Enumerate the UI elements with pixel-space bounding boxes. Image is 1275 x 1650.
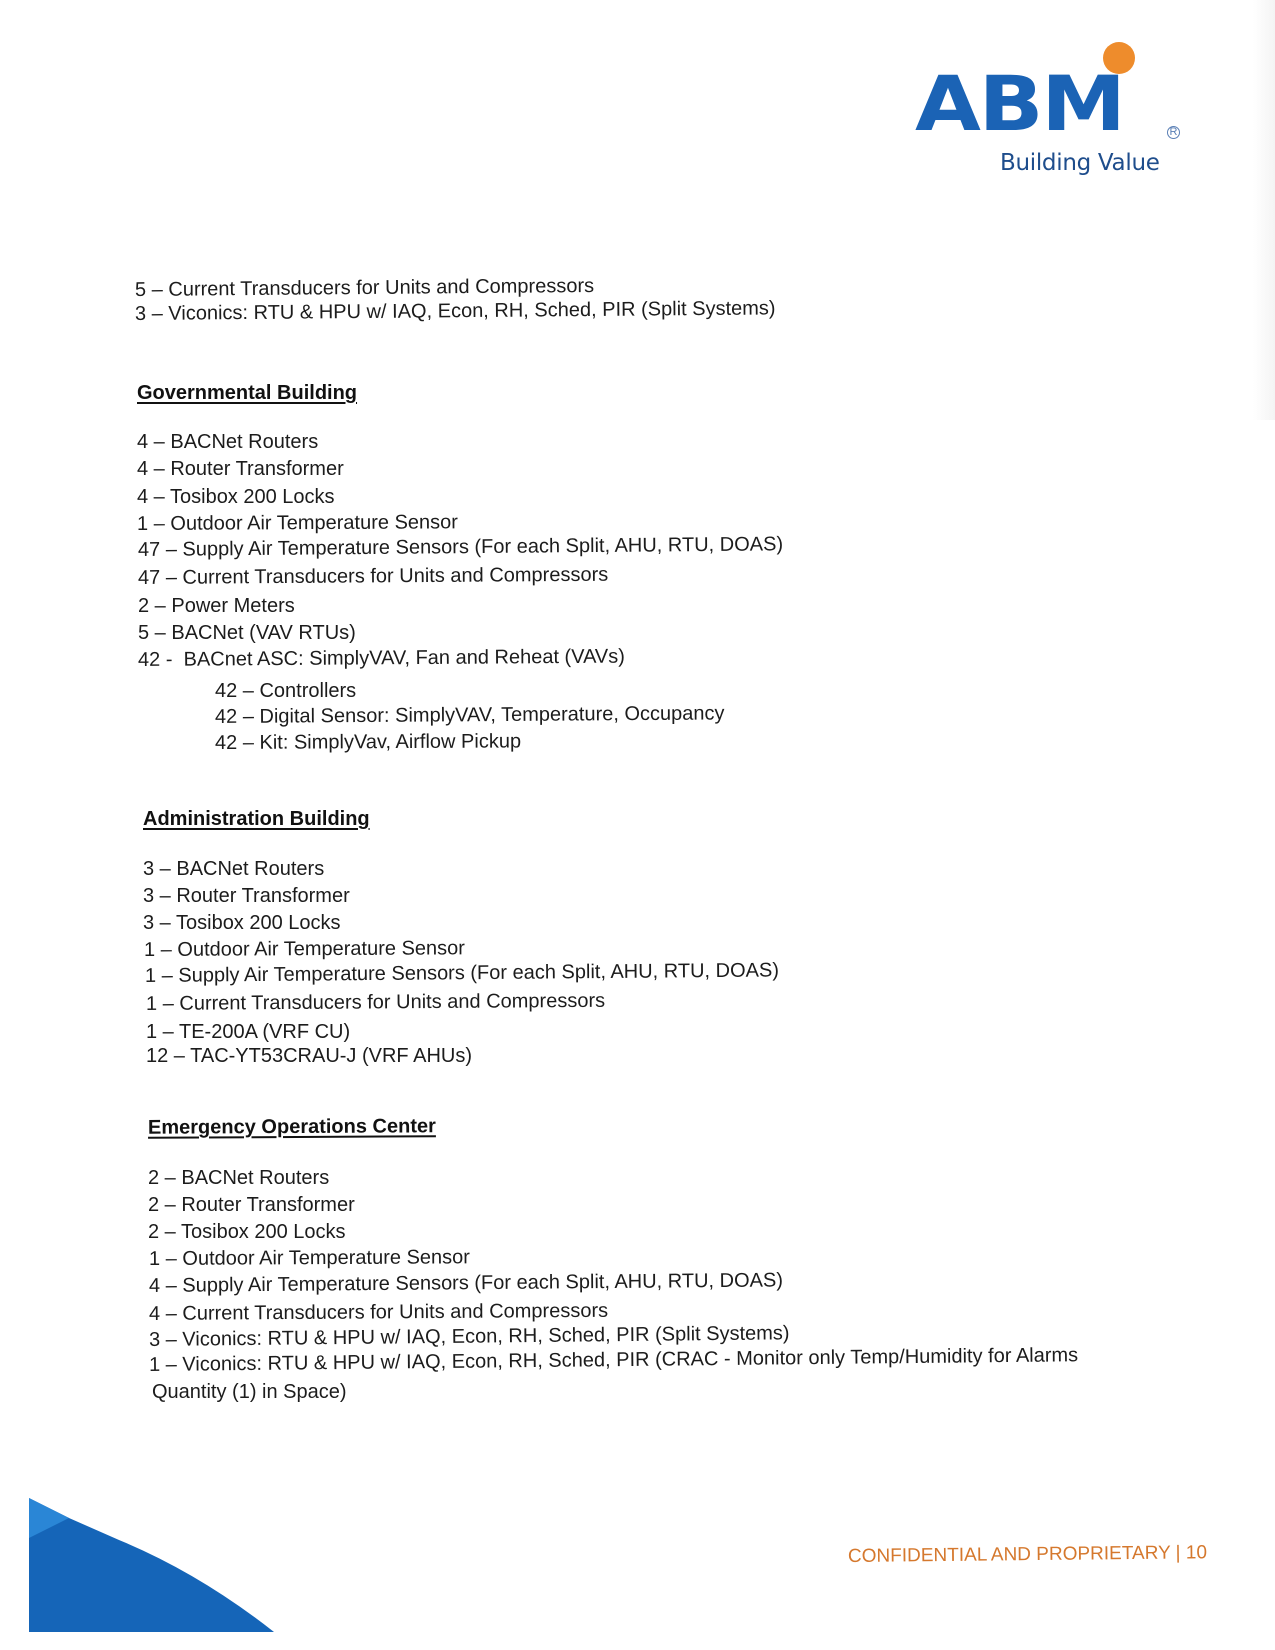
list-item: 4 – Supply Air Temperature Sensors (For each Split, AHU, RTU, DOAS) <box>148 1269 784 1297</box>
list-item-continuation: Quantity (1) in Space) <box>152 1381 347 1403</box>
list-item: 3 – Tosibox 200 Locks <box>143 912 341 934</box>
list-item: 3 – BACNet Routers <box>143 858 325 880</box>
list-item: 4 – BACNet Routers <box>137 431 319 453</box>
list-item: 4 – Tosibox 200 Locks <box>137 486 335 508</box>
sub-list-item: 42 – Digital Sensor: SimplyVAV, Temperature, Occupancy <box>214 702 725 728</box>
list-item: 1 – Current Transducers for Units and Compressors <box>145 989 606 1015</box>
sub-list-item: 42 – Controllers <box>215 680 357 702</box>
list-item: 42 - BACnet ASC: SimplyVAV, Fan and Reheat (VAVs) <box>137 645 625 671</box>
list-item: 47 – Current Transducers for Units and Compressors <box>137 563 609 589</box>
list-item: 1 – TE-200A (VRF CU) <box>146 1021 351 1043</box>
list-item: 47 – Supply Air Temperature Sensors (For each Split, AHU, RTU, DOAS) <box>137 533 784 561</box>
list-item: 1 – Outdoor Air Temperature Sensor <box>143 937 465 961</box>
logo-tagline: Building Value <box>1000 150 1160 176</box>
logo-wordmark: ABM <box>915 59 1124 148</box>
registered-mark-icon: R <box>1167 126 1180 139</box>
list-item: 3 – Viconics: RTU & HPU w/ IAQ, Econ, RH, Sched, PIR (Split Systems) <box>148 1322 790 1351</box>
list-item: 5 – BACNet (VAV RTUs) <box>138 622 356 644</box>
sub-list-item: 42 – Kit: SimplyVav, Airflow Pickup <box>214 730 522 754</box>
page-edge-shadow <box>1253 0 1275 420</box>
footer-confidential-page-number: CONFIDENTIAL AND PROPRIETARY | 10 <box>847 1542 1208 1567</box>
list-item: 2 – BACNet Routers <box>148 1167 330 1189</box>
list-item: 12 – TAC-YT53CRAU-J (VRF AHUs) <box>146 1045 472 1067</box>
list-item: 3 – Viconics: RTU & HPU w/ IAQ, Econ, RH, Sched, PIR (Split Systems) <box>134 297 776 325</box>
abm-logo <box>905 38 1185 188</box>
list-item: 4 – Current Transducers for Units and Compressors <box>148 1299 609 1325</box>
footer-decorative-shape <box>29 1498 274 1632</box>
list-item: 2 – Tosibox 200 Locks <box>148 1221 346 1243</box>
list-item: 3 – Router Transformer <box>143 885 350 907</box>
section-heading-governmental: Governmental Building <box>137 382 358 404</box>
list-item: 1 – Outdoor Air Temperature Sensor <box>136 511 458 535</box>
list-item: 2 – Router Transformer <box>148 1194 355 1216</box>
list-item: 2 – Power Meters <box>138 595 295 617</box>
list-item: 1 – Viconics: RTU & HPU w/ IAQ, Econ, RH, Sched, PIR (CRAC - Monitor only Temp/Humidity for Alarms <box>148 1344 1079 1376</box>
list-item: 1 – Supply Air Temperature Sensors (For each Split, AHU, RTU, DOAS) <box>144 959 780 987</box>
section-heading-administration: Administration Building <box>143 808 370 830</box>
list-item: 5 – Current Transducers for Units and Compressors <box>134 274 595 301</box>
section-heading-emergency-operations: Emergency Operations Center <box>147 1115 436 1139</box>
list-item: 1 – Outdoor Air Temperature Sensor <box>148 1246 470 1270</box>
list-item: 4 – Router Transformer <box>137 458 344 480</box>
